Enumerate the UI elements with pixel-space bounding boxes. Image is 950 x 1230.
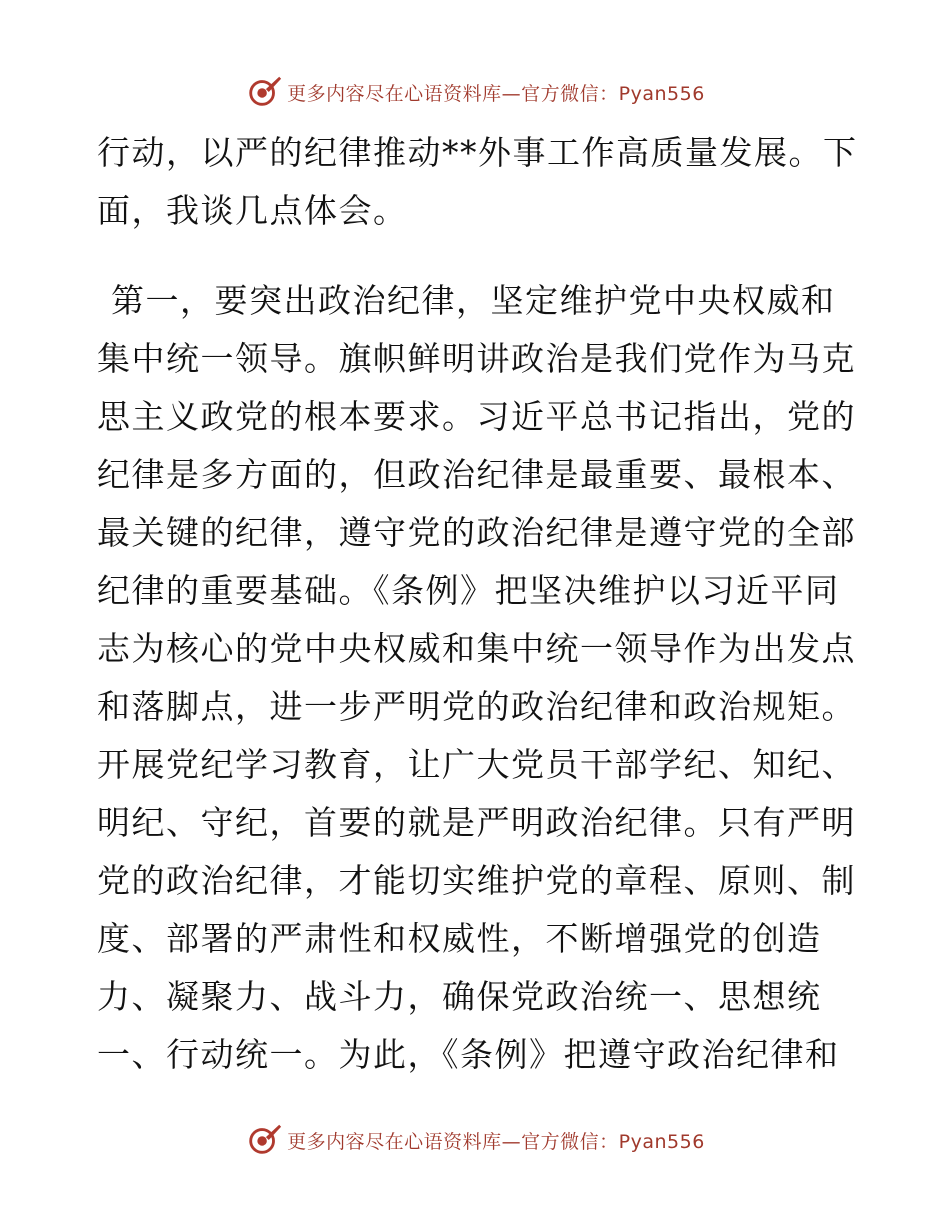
text-line: 力、凝聚力、战斗力，确保党政治统一、思想统 — [97, 977, 822, 1016]
text-line: 思主义政党的根本要求。习近平总书记指出，党的 — [97, 397, 856, 436]
header-banner-text: 更多内容尽在心语资料库—官方微信：Pyan556 — [287, 82, 705, 105]
text-line: 明纪、守纪，首要的就是严明政治纪律。只有严明 — [97, 803, 856, 842]
text-line: 志为核心的党中央权威和集中统一领导作为出发点 — [97, 629, 856, 668]
paragraph-1 — [97, 124, 857, 240]
text-line: 最关键的纪律，遵守党的政治纪律是遵守党的全部 — [97, 513, 856, 552]
text-line: 一、行动统一。为此，《条例》把遵守政治纪律和 — [97, 1035, 840, 1074]
pen-logo-icon — [245, 73, 283, 111]
text-line: 纪律的重要基础。《条例》把坚决维护以习近平同 — [97, 571, 840, 610]
text-line: 开展党纪学习教育，让广大党员干部学纪、知纪、 — [97, 745, 856, 784]
text-line: 和落脚点，进一步严明党的政治纪律和政治规矩。 — [97, 687, 856, 726]
document-body — [97, 124, 857, 1084]
text-line: 党的政治纪律，才能切实维护党的章程、原则、制 — [97, 861, 856, 900]
text-line: 纪律是多方面的，但政治纪律是最重要、最根本、 — [97, 455, 856, 494]
paragraph-2 — [97, 272, 857, 1084]
footer-banner-text: 更多内容尽在心语资料库—官方微信：Pyan556 — [287, 1130, 705, 1153]
footer-banner — [0, 1120, 950, 1160]
header-banner — [0, 72, 950, 112]
text-line: 度、部署的严肃性和权威性，不断增强党的创造 — [97, 919, 822, 958]
text-line: 面，我谈几点体会。 — [97, 191, 408, 230]
text-line: 集中统一领导。旗帜鲜明讲政治是我们党作为马克 — [97, 339, 856, 378]
text-line: 行动，以严的纪律推动**外事工作高质量发展。下 — [97, 133, 858, 172]
text-line: 第一，要突出政治纪律，坚定维护党中央权威和 — [111, 281, 836, 320]
pen-logo-icon — [245, 1121, 283, 1159]
